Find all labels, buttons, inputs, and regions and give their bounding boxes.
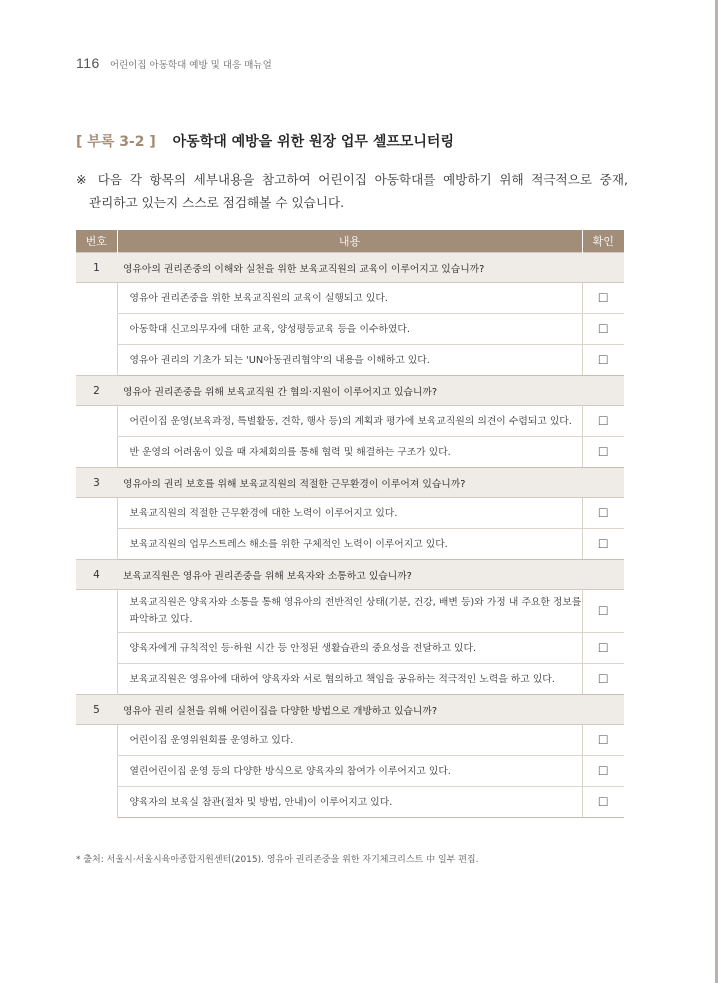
checkbox-icon[interactable]: ☐ <box>582 283 624 314</box>
question-row <box>76 468 624 498</box>
header-check: 확인 <box>582 230 624 253</box>
question-row <box>76 560 624 590</box>
appendix-title: 아동학대 예방을 위한 원장 업무 셀프모니터링 <box>172 134 454 150</box>
checklist-item-text: 영유아 권리존중을 위한 보육교직원의 교육이 실행되고 있다. <box>117 283 582 314</box>
checkbox-icon[interactable]: ☐ <box>582 529 624 560</box>
question-row <box>76 253 624 283</box>
checkbox-icon[interactable]: ☐ <box>582 406 624 437</box>
checklist-item-row <box>76 725 624 756</box>
checkbox-icon[interactable]: ☐ <box>582 787 624 818</box>
table-header-row <box>76 230 624 253</box>
checklist-item-row <box>76 498 624 529</box>
page-header <box>76 55 272 71</box>
page-number: 116 <box>76 55 100 71</box>
checklist-item-row <box>76 633 624 664</box>
checklist-item-text: 보육교직원의 업무스트레스 해소를 위한 구체적인 노력이 이루어지고 있다. <box>117 529 582 560</box>
question-text: 영유아 권리존중을 위해 보육교직원 간 협의·지원이 이루어지고 있습니까? <box>117 376 624 406</box>
checkbox-icon[interactable]: ☐ <box>582 725 624 756</box>
checklist-item-text: 보육교직원의 적절한 근무환경에 대한 노력이 이루어지고 있다. <box>117 498 582 529</box>
checkbox-icon[interactable]: ☐ <box>582 590 624 633</box>
checklist-item-row <box>76 314 624 345</box>
checkbox-icon[interactable]: ☐ <box>582 756 624 787</box>
question-text: 영유아 권리 실천을 위해 어린이집을 다양한 방법으로 개방하고 있습니까? <box>117 695 624 725</box>
checklist-item-text: 보육교직원은 영유아에 대하여 양육자와 서로 협의하고 책임을 공유하는 적극적인 노력을 하고 있다. <box>117 664 582 695</box>
appendix-label: [ 부록 3-2 ] <box>76 134 156 150</box>
question-text: 영유아의 권리 보호를 위해 보육교직원의 적절한 근무환경이 이루어져 있습니까? <box>117 468 624 498</box>
header-content: 내용 <box>117 230 582 253</box>
question-number: 3 <box>76 468 117 498</box>
source-footnote: * 출처: 서울시·서울시육아종합지원센터(2015). 영유아 권리존중을 위한 자기체크리스트 中 일부 편집. <box>76 855 479 865</box>
checkbox-icon[interactable]: ☐ <box>582 498 624 529</box>
checklist-item-text: 영유아 권리의 기초가 되는 'UN아동권리협약'의 내용을 이해하고 있다. <box>117 345 582 376</box>
checklist-item-row <box>76 437 624 468</box>
checklist-item-row <box>76 406 624 437</box>
checklist-item-text: 보육교직원은 양육자와 소통을 통해 영유아의 전반적인 상태(기분, 건강, 배변 등)와 가정 내 주요한 정보를 파악하고 있다. <box>117 590 582 633</box>
question-number: 2 <box>76 376 117 406</box>
self-monitoring-table <box>76 230 624 818</box>
header-number: 번호 <box>76 230 117 253</box>
checklist-item-row <box>76 345 624 376</box>
checkbox-icon[interactable]: ☐ <box>582 633 624 664</box>
checkbox-icon[interactable]: ☐ <box>582 314 624 345</box>
checklist-item-text: 어린이집 운영(보육과정, 특별활동, 견학, 행사 등)의 계획과 평가에 보육교직원의 의견이 수렴되고 있다. <box>117 406 582 437</box>
question-row <box>76 376 624 406</box>
checklist-item-text: 어린이집 운영위원회를 운영하고 있다. <box>117 725 582 756</box>
checkbox-icon[interactable]: ☐ <box>582 437 624 468</box>
number-spacer-cell <box>76 590 117 695</box>
instruction-line-1: ※ 다음 각 항목의 세부내용을 참고하여 어린이집 아동학대를 예방하기 위해 적극적으로 중재, <box>76 172 628 187</box>
question-number: 5 <box>76 695 117 725</box>
instruction-line-2: 관리하고 있는지 스스로 점검해볼 수 있습니다. <box>89 195 345 210</box>
checklist-item-text: 아동학대 신고의무자에 대한 교육, 양성평등교육 등을 이수하였다. <box>117 314 582 345</box>
instruction-text <box>76 168 628 214</box>
number-spacer-cell <box>76 725 117 818</box>
checklist-item-row <box>76 664 624 695</box>
number-spacer-cell <box>76 283 117 376</box>
checklist-item-row <box>76 756 624 787</box>
number-spacer-cell <box>76 406 117 468</box>
checkbox-icon[interactable]: ☐ <box>582 345 624 376</box>
checklist-item-row <box>76 529 624 560</box>
number-spacer-cell <box>76 498 117 560</box>
table-body <box>76 253 624 818</box>
checklist-item-row <box>76 590 624 633</box>
checklist-item-row <box>76 283 624 314</box>
question-text: 영유아의 권리존중의 이해와 실천을 위한 보육교직원의 교육이 이루어지고 있습니까? <box>117 253 624 283</box>
checklist-item-text: 양육자에게 규칙적인 등·하원 시간 등 안정된 생활습관의 중요성을 전달하고 있다. <box>117 633 582 664</box>
running-title: 어린이집 아동학대 예방 및 대응 매뉴얼 <box>109 60 272 71</box>
appendix-heading <box>76 131 454 151</box>
question-text: 보육교직원은 영유아 권리존중을 위해 보육자와 소통하고 있습니까? <box>117 560 624 590</box>
question-number: 1 <box>76 253 117 283</box>
checkbox-icon[interactable]: ☐ <box>582 664 624 695</box>
question-row <box>76 695 624 725</box>
checklist-item-text: 열린어린이집 운영 등의 다양한 방식으로 양육자의 참여가 이루어지고 있다. <box>117 756 582 787</box>
checklist-item-text: 반 운영의 어려움이 있을 때 자체회의를 통해 협력 및 해결하는 구조가 있다. <box>117 437 582 468</box>
question-number: 4 <box>76 560 117 590</box>
checklist-item-text: 양육자의 보육실 참관(절차 및 방법, 안내)이 이루어지고 있다. <box>117 787 582 818</box>
checklist-item-row <box>76 787 624 818</box>
